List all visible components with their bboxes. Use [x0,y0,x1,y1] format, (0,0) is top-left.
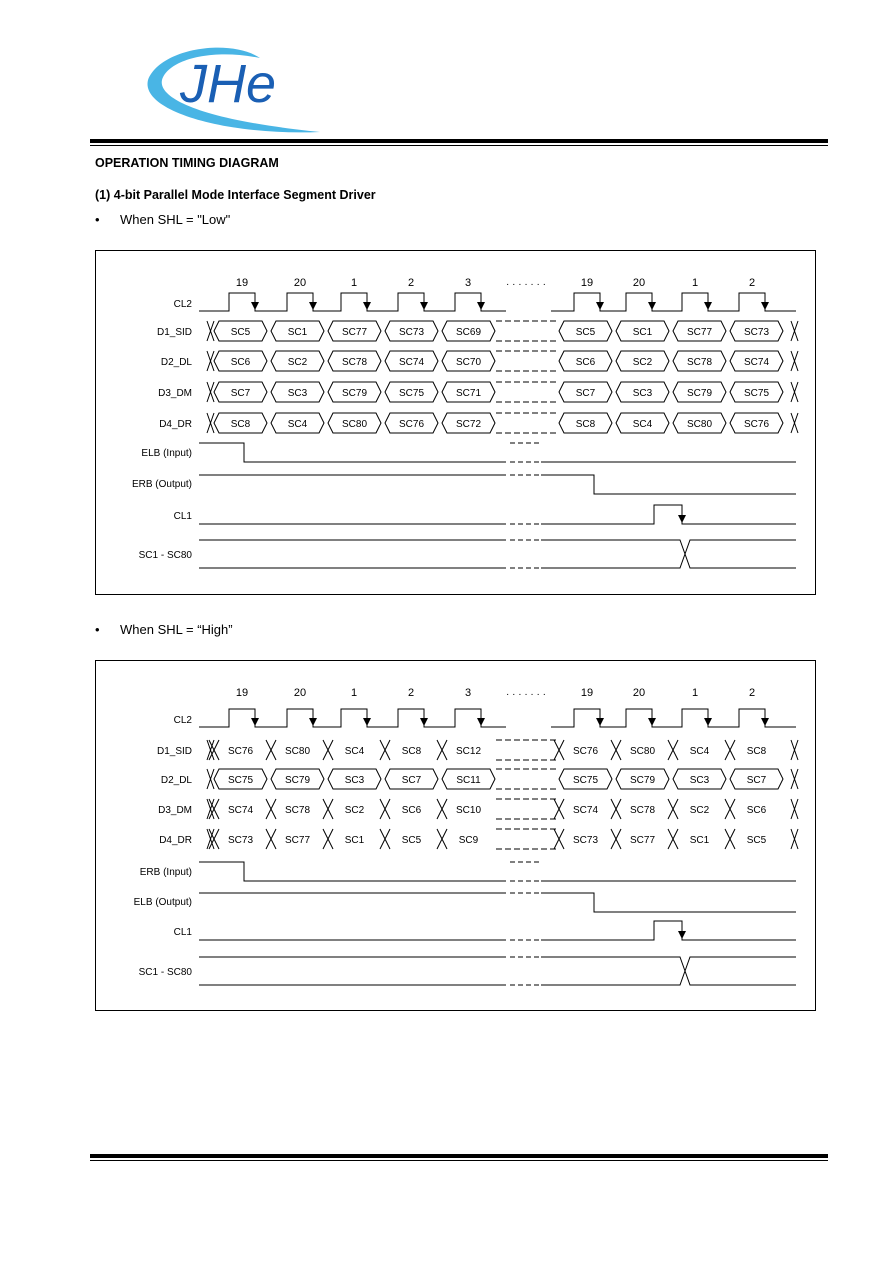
clock-edge-arrow [420,718,428,726]
data-cell-label: SC80 [341,419,368,430]
clock-number: 1 [350,277,358,289]
section-title: OPERATION TIMING DIAGRAM [95,156,279,170]
data-cell-label: SC10 [455,805,482,816]
clock-number: 2 [748,277,756,289]
data-cell-label: SC77 [284,835,311,846]
data-cell-label: SC3 [632,388,653,399]
data-cell-label: SC74 [398,357,425,368]
signal-label-cl1: CL1 [173,511,192,522]
data-cell-label: SC6 [575,357,596,368]
data-transition [791,829,798,849]
data-cell-label: SC76 [227,746,254,757]
data-cell-label: SC4 [632,419,653,430]
data-transition [323,829,333,849]
clock-edge-arrow [477,302,485,310]
signal-label-data: D2_DL [160,357,192,368]
clock-number: 2 [407,277,415,289]
subsection-title: (1) 4-bit Parallel Mode Interface Segment Driver [95,188,376,202]
data-cell-label: SC79 [284,775,311,786]
clock-number: 20 [293,277,307,289]
data-cell-label: SC75 [743,388,770,399]
clock-edge-arrow [251,718,259,726]
signal-label-data: D2_DL [160,775,192,786]
header-rule-thin [90,145,828,146]
data-transition [791,769,798,789]
data-cell-label: SC73 [572,835,599,846]
data-cell-label: SC80 [629,746,656,757]
data-cell-label: SC3 [689,775,710,786]
data-cell-label: SC69 [455,327,482,338]
timing-svg-high [96,661,817,1012]
data-cell-label: SC78 [686,357,713,368]
data-transition [611,829,621,849]
enable-in-waveform [199,443,796,462]
data-cell-label: SC8 [575,419,596,430]
data-cell-label: SC1 [344,835,365,846]
data-cell-label: SC2 [632,357,653,368]
data-transition [266,829,276,849]
data-transition [554,799,564,819]
enable-out-waveform [199,475,796,494]
cl1-waveform [199,505,796,524]
data-cell-label: SC12 [455,746,482,757]
data-cell-label: SC3 [287,388,308,399]
data-cell-label: SC79 [629,775,656,786]
clock-number: 1 [691,687,699,699]
signal-label-enable-out: ERB (Output) [131,479,192,490]
clock-number: 19 [235,687,249,699]
data-cell-label: SC6 [230,357,251,368]
signal-label-enable-out: ELB (Output) [133,897,192,908]
data-cell-label: SC74 [743,357,770,368]
data-cell-label: SC1 [689,835,710,846]
data-transition [668,829,678,849]
signal-label-data: D3_DM [158,388,192,399]
data-cell-label: SC4 [344,746,365,757]
data-cell-label: SC6 [401,805,422,816]
data-transition [207,413,214,433]
data-transition [437,799,447,819]
data-cell-label: SC1 [632,327,653,338]
data-transition [791,321,798,341]
data-transition [380,740,390,760]
clock-edge-arrow [363,718,371,726]
data-cell-label: SC3 [344,775,365,786]
bullet-dot: • [95,212,100,227]
data-cell-label: SC7 [746,775,767,786]
data-cell-label: SC4 [287,419,308,430]
bullet-shl-high [95,622,233,637]
logo-graphic [140,40,330,136]
data-cell-label: SC76 [572,746,599,757]
signal-label-cl1: CL1 [173,927,192,938]
data-transition [791,351,798,371]
footer-rule-thin [90,1160,828,1161]
data-cell-label: SC73 [398,327,425,338]
enable-in-waveform [199,862,796,881]
data-transition [207,321,214,341]
clock-number: 3 [464,277,472,289]
data-transition [554,829,564,849]
footer-rule [90,1154,828,1158]
data-cell-label: SC2 [287,357,308,368]
clock-edge-arrow [251,302,259,310]
clock-edge-arrow [704,302,712,310]
data-transition [266,799,276,819]
data-cell-label: SC2 [689,805,710,816]
clock-number: 20 [632,687,646,699]
gap-ellipsis: · · · · · · · [506,689,546,700]
clock-edge-arrow [704,718,712,726]
clock-number: 20 [632,277,646,289]
data-cell-label: SC78 [341,357,368,368]
signal-label-enable-in: ERB (Input) [139,867,192,878]
data-cell-label: SC74 [572,805,599,816]
data-cell-label: SC5 [401,835,422,846]
data-cell-label: SC7 [401,775,422,786]
data-cell-label: SC2 [344,805,365,816]
data-transition [437,829,447,849]
signal-label-cl2: CL2 [173,299,192,310]
data-transition [791,413,798,433]
signal-label-data: D1_SID [156,327,192,338]
data-cell-label: SC8 [746,746,767,757]
data-transition [668,740,678,760]
data-transition [791,382,798,402]
signal-label-cl2: CL2 [173,715,192,726]
data-cell-label: SC79 [341,388,368,399]
clock-number: 1 [350,687,358,699]
clock-edge-arrow [596,718,604,726]
clock-number: 19 [580,687,594,699]
clock-number: 3 [464,687,472,699]
data-transition [266,740,276,760]
data-transition [611,799,621,819]
signal-label-data: D4_DR [159,419,192,430]
data-transition [791,799,798,819]
data-cell-label: SC4 [689,746,710,757]
data-cell-label: SC80 [284,746,311,757]
data-cell-label: SC78 [629,805,656,816]
data-cell-label: SC5 [230,327,251,338]
clock-number: 2 [407,687,415,699]
bullet-text: When SHL = “High” [120,622,233,637]
data-transition [725,829,735,849]
outputs-waveform [199,540,796,568]
logo-text: JHe [180,54,277,114]
clock-edge-arrow [761,302,769,310]
data-cell-label: SC80 [686,419,713,430]
data-transition [207,351,214,371]
data-transition [437,740,447,760]
bullet-shl-low [95,212,230,227]
clock-edge-arrow [309,718,317,726]
data-transition [323,740,333,760]
gap-mask [506,308,551,314]
clock-edge-arrow [477,718,485,726]
data-transition [207,769,214,789]
data-cell-label: SC5 [575,327,596,338]
clock-edge-arrow [678,931,686,939]
data-cell-label: SC76 [743,419,770,430]
data-cell-label: SC75 [227,775,254,786]
gap-mask [506,724,551,730]
signal-label-enable-in: ELB (Input) [141,448,192,459]
data-cell-label: SC77 [686,327,713,338]
data-transition [611,740,621,760]
data-cell-label: SC75 [398,388,425,399]
enable-out-waveform [199,893,796,912]
data-cell-label: SC74 [227,805,254,816]
signal-label-data: D1_SID [156,746,192,757]
clock-edge-arrow [678,515,686,523]
bullet-dot: • [95,622,100,637]
outputs-waveform [199,957,796,985]
data-cell-label: SC9 [458,835,479,846]
data-cell-label: SC6 [746,805,767,816]
clock-number: 2 [748,687,756,699]
clock-edge-arrow [761,718,769,726]
data-transition [725,799,735,819]
gap-ellipsis: · · · · · · · [506,279,546,290]
timing-diagram-shl-low [95,250,816,595]
data-cell-label: SC5 [746,835,767,846]
signal-label-outputs: SC1 - SC80 [138,967,192,978]
data-cell-label: SC1 [287,327,308,338]
data-cell-label: SC78 [284,805,311,816]
data-cell-label: SC8 [230,419,251,430]
data-cell-label: SC73 [227,835,254,846]
clock-number: 19 [580,277,594,289]
timing-svg-low [96,251,817,596]
data-cell-label: SC8 [401,746,422,757]
data-transition [207,382,214,402]
company-logo [140,40,330,136]
data-cell-label: SC70 [455,357,482,368]
data-cell-label: SC79 [686,388,713,399]
clock-number: 19 [235,277,249,289]
data-cell-label: SC77 [341,327,368,338]
data-cell-label: SC71 [455,388,482,399]
data-cell-label: SC76 [398,419,425,430]
signal-label-outputs: SC1 - SC80 [138,550,192,561]
data-transition [668,799,678,819]
data-cell-label: SC72 [455,419,482,430]
clock-edge-arrow [648,302,656,310]
header-rule [90,139,828,143]
data-cell-label: SC73 [743,327,770,338]
data-transition [323,799,333,819]
data-transition [725,740,735,760]
data-cell-label: SC77 [629,835,656,846]
timing-diagram-shl-high [95,660,816,1011]
clock-edge-arrow [648,718,656,726]
data-transition [791,740,798,760]
signal-label-data: D3_DM [158,805,192,816]
data-cell-label: SC7 [230,388,251,399]
data-cell-label: SC7 [575,388,596,399]
clock-edge-arrow [420,302,428,310]
data-transition [554,740,564,760]
signal-label-data: D4_DR [159,835,192,846]
clock-number: 1 [691,277,699,289]
data-cell-label: SC75 [572,775,599,786]
data-transition [380,799,390,819]
clock-edge-arrow [596,302,604,310]
data-cell-label: SC11 [456,775,481,786]
clock-edge-arrow [309,302,317,310]
bullet-text: When SHL = "Low" [120,212,231,227]
cl1-waveform [199,921,796,940]
data-transition [380,829,390,849]
clock-number: 20 [293,687,307,699]
clock-edge-arrow [363,302,371,310]
